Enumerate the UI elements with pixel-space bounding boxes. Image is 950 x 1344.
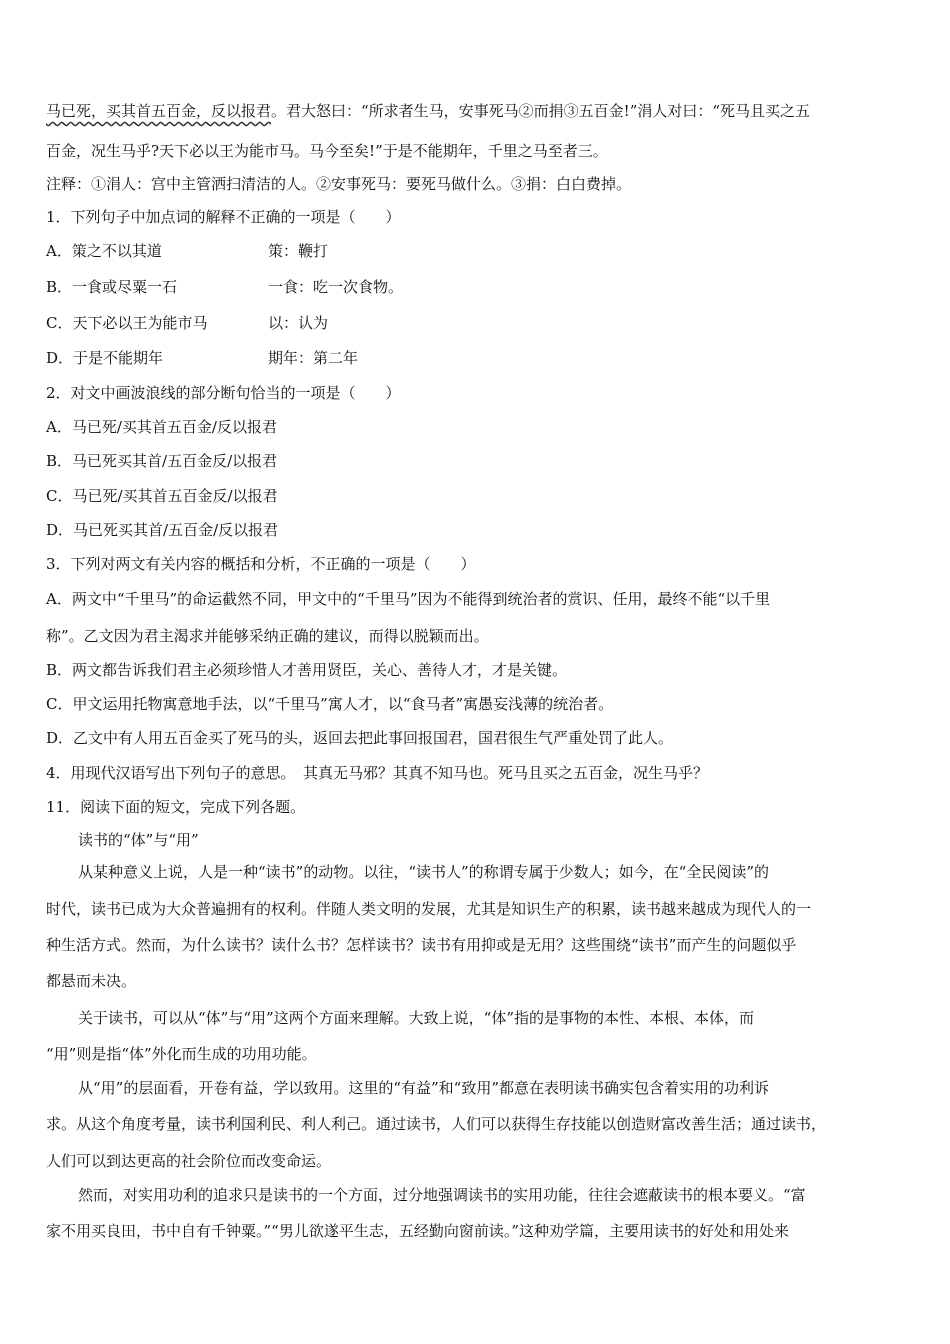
q2-option-d: D．马已死买其首/五百金/反以报君 [46,521,279,539]
q1-option-c-answer: 以：认为 [268,314,329,332]
q2-stem: 2．对文中画波浪线的部分断句恰当的一项是（ ） [46,384,401,402]
q3-option-d: D．乙文中有人用五百金买了死马的头，返回去把此事回报国君，国君很生气严重处罚了此人。 [46,729,674,747]
article-p1-line-1: 从某种意义上说，人是一种“读书”的动物。以往，“读书人”的称谓专属于少数人；如今，在“全民阅读”的 [78,863,770,881]
q3-option-a-line-1: A．两文中“千里马”的命运截然不同，甲文中的“千里马”因为不能得到统治者的赏识、任用，最终不能“以千里 [46,590,771,608]
q1-stem: 1．下列句子中加点词的解释不正确的一项是（ ） [46,208,401,226]
article-p3-line-2: 求。从这个角度考量，读书利国利民、利人利己。通过读书，人们可以获得生存技能以创造财富改善生活；通过读书， [46,1115,827,1133]
q3-option-c: C．甲文运用托物寓意地手法，以“千里马”寓人才，以“食马者”寓愚妄浅薄的统治者。 [46,695,614,713]
q1-option-d-answer: 期年：第二年 [268,349,359,367]
q3-stem: 3．下列对两文有关内容的概括和分析，不正确的一项是（ ） [46,555,476,573]
q3-option-b: B．两文都告诉我们君主必须珍惜人才善用贤臣，关心、善待人才，才是关键。 [46,661,568,679]
article-p2-line-1: 关于读书，可以从“体”与“用”这两个方面来理解。大致上说，“体”指的是事物的本性、本根、本体，而 [78,1009,755,1027]
q1-option-c: C．天下必以王为能市马 以：认为 [46,314,329,332]
article-p1-line-2: 时代，读书已成为大众普遍拥有的权利。伴随人类文明的发展，尤其是知识生产的积累，读书越来越成为现代人的一 [46,900,812,918]
article-p3-line-1: 从“用”的层面看，开卷有益，学以致用。这里的“有益”和“致用”都意在表明读书确实包含着实用的功利诉 [78,1079,770,1097]
wavy-underlined-sentence: 马已死，买其首五百金，反以报君 [46,102,272,120]
article-p4-line-2: 家不用买良田，书中自有千钟粟。”“男儿欲遂平生志，五经勤向窗前读。”这种劝学篇，主要用读书的好处和用处来 [46,1222,790,1240]
q2-option-a: A．马已死/买其首五百金/反以报君 [46,418,277,436]
q1-option-b-answer: 一食：吃一次食物。 [268,278,404,296]
q1-option-a: A．策之不以其道 策：鞭打 [46,242,329,260]
article-p3-line-3: 人们可以到达更高的社会阶位而改变命运。 [46,1152,332,1170]
article-p1-line-3: 种生活方式。然而，为什么读书？读什么书？怎样读书？读书有用抑或是无用？这些围绕“读书”而产生的问题似乎 [46,936,797,954]
passage-b-line-2: 百金，况生马乎?天下必以王为能市马。马今至矣!”于是不能期年，千里之马至者三。 [46,142,608,160]
article-title: 读书的“体”与“用” [78,831,199,849]
q1-option-b: B．一食或尽粟一石 一食：吃一次食物。 [46,278,404,296]
q3-option-a-line-2: 称”。乙文因为君主渴求并能够采纳正确的建议，而得以脱颖而出。 [46,627,489,645]
article-p4-line-1: 然而，对实用功利的追求只是读书的一个方面，过分地强调读书的实用功能，往往会遮蔽读书的根本要义。“富 [78,1186,806,1204]
q11-stem: 11．阅读下面的短文，完成下列各题。 [46,798,306,816]
q2-option-b: B．马已死买其首/五百金反/以报君 [46,452,278,470]
q1-option-a-answer: 策：鞭打 [268,242,329,260]
q2-option-c: C．马已死/买其首五百金反/以报君 [46,487,278,505]
passage-b-line-1 [46,100,810,121]
article-p2-line-2: “用”则是指“体”外化而生成的功用功能。 [46,1045,317,1063]
article-p1-line-4: 都悬而未决。 [46,972,137,990]
notes: 注释：①涓人：宫中主管洒扫清洁的人。②安事死马：要死马做什么。③捐：白白费掉。 [46,175,632,193]
q1-option-d: D．于是不能期年 期年：第二年 [46,349,359,367]
passage-b-line-1-rest: 。君大怒曰：“所求者生马，安事死马②而捐③五百金!”涓人对曰：“死马且买之五 [271,102,811,120]
q4: 4．用现代汉语写出下列句子的意思。 其真无马邪？其真不知马也。死马且买之五百金，况生马乎？ [46,764,709,782]
